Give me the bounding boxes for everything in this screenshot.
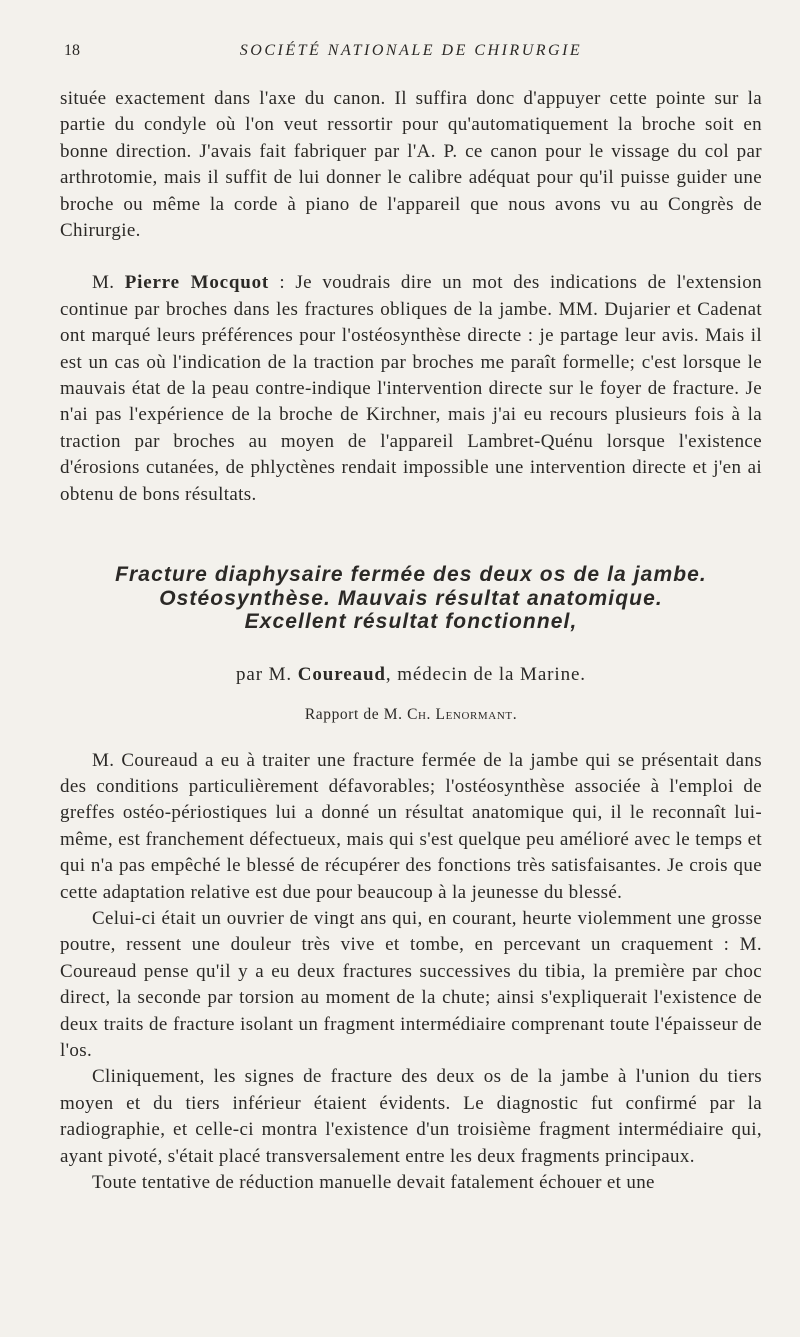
- article-title-line-1: Fracture diaphysaire fermée des deux os de la jambe.: [115, 563, 707, 587]
- speaker-title: M.: [92, 272, 115, 294]
- page-number: 18: [64, 42, 80, 59]
- discussion-section: [60, 86, 762, 508]
- running-header: [60, 34, 762, 64]
- article-title-line-2: Ostéosynthèse. Mauvais résultat anatomique.: [159, 586, 663, 610]
- article-paragraph-1: M. Coureaud a eu à traiter une fracture fermée de la jambe qui se présentait dans des conditions particulièrement défavorables; l'ostéosynthèse associée à l'emploi de greffes ostéo-périostiques lui a donné un résultat anatomique qui, il le reconnaît lui-même, est franchement défectueux, mais qui s'est quelque peu amélioré avec le temps et qui n'a pas empêché le blessé de récupérer des fonctions très satisfaisantes. Je crois que cette adaptation relative est due pour beaucoup à la jeunesse du blessé.: [60, 749, 762, 903]
- article-title-line-3: Excellent résultat fonctionnel,: [244, 610, 578, 634]
- report-attribution: [60, 706, 762, 724]
- journal-title: SOCIÉTÉ NATIONALE DE CHIRURGIE: [239, 42, 583, 59]
- article-byline: [60, 664, 762, 686]
- report-prefix: Rapport de M.: [304, 705, 403, 723]
- byline-author: Coureaud: [297, 663, 386, 685]
- byline-suffix: , médecin de la Marine.: [385, 663, 586, 685]
- article-paragraph-3: Cliniquement, les signes de fracture des deux os de la jambe à l'union du tiers moyen et du tiers inférieur étaient évidents. Le diagnostic fut confirmé par la radiographie, et celle-ci montra l'existence d'un troisième fragment intermédiaire qui, ayant pivoté, s'était placé transversalement entre les deux fragments principaux.: [60, 1066, 762, 1167]
- speaker-remarks: : Je voudrais dire un mot des indications de l'extension continue par broches dans les fractures obliques de la jambe. MM. Dujarier et Cadenat ont marqué leurs préférences pour l'ostéosynthèse directe : je partage leur avis. Mais il est un cas où l'indication de la traction par broches me paraît formelle; c'est lorsque le mauvais état de la peau contre-indique l'intervention directe sur le foyer de fracture. Je n'ai pas l'expérience de la broche de Kirchner, mais j'ai eu recours plusieurs fois à la traction par broches au moyen de l'appareil Lambret-Quénu lorsque l'existence d'érosions cutanées, de phlyctènes rendait impossible une intervention directe et j'en ai obtenu de bons résultats.: [60, 272, 762, 505]
- article-heading: [60, 563, 762, 724]
- article-paragraph-4: Toute tentative de réduction manuelle devait fatalement échouer et une: [92, 1172, 655, 1194]
- article-paragraph-2: Celui-ci était un ouvrier de vingt ans qui, en courant, heurte violemment une grosse poutre, ressent une douleur très vive et tombe, en percevant un craquement : M. Coureaud pense qu'il y a eu deux fractures successives du tibia, la première par choc direct, la seconde par torsion au moment de la chute; ainsi s'expliquerait l'existence de deux traits de fracture isolant un fragment intermédiaire comprenant toute l'épaisseur de l'os.: [60, 908, 762, 1062]
- article-body: [60, 748, 762, 1197]
- paragraph-continuation: située exactement dans l'axe du canon. Il suffira donc d'appuyer cette pointe sur la partie du condyle où l'on veut ressortir pour qu'automatiquement la broche soit en bonne direction. J'avais fait fabriquer par l'A. P. ce canon pour le vissage du col par arthrotomie, mais il suffit de lui donner le calibre adéquat pour qu'il puisse guider une broche ou même la corde à piano de l'appareil que nous avons vu au Congrès de Chirurgie.: [60, 88, 762, 242]
- byline-prefix: par M.: [236, 663, 293, 685]
- report-author: Ch. Lenormant.: [407, 705, 518, 723]
- paragraph-mocquot-remarks: [60, 270, 762, 508]
- speaker-name: Pierre Mocquot: [124, 272, 270, 294]
- document-page: [60, 34, 762, 1197]
